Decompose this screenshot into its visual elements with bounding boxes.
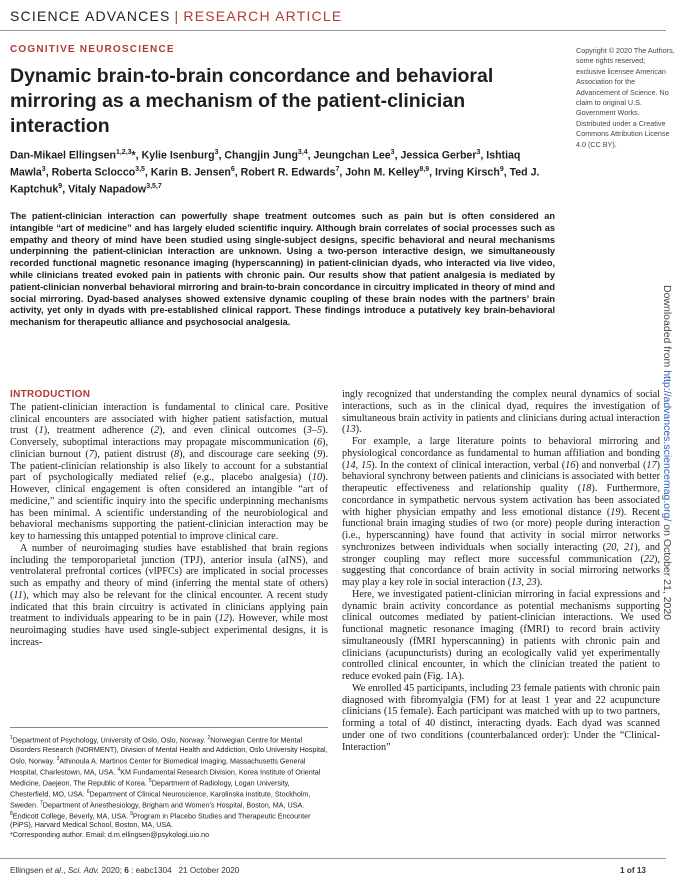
body-paragraph: For example, a large literature points to behavioral mirroring and physiological concordance as fundamental to human affiliation and bonding (14, 15). In the context of clinical interaction, verbal (16) and nonverbal (17) behavioral synchrony between patients and clinicians is associated with better therapeutic effectiveness and relationship quality (18). Furthermore, concordance in sympathetic nervous system activation has been associated with higher physician empathy and less emotional distance (19). Recent functional brain imaging studies of two (or more) people during interaction (i.e., hyperscanning) have found that activity in social mirror networks synchronizes between individuals when socially interacting (20, 21), and stronger coupling may reflect more successful communication (22), suggesting that concordance of brain activity in social mirroring networks may play a key role in social interaction (13, 23). — [342, 436, 661, 588]
download-note-suffix: on October 21, 2020 — [661, 521, 673, 621]
download-note — [661, 285, 673, 685]
body-paragraph: Here, we investigated patient-clinician mirroring in facial expressions and dynamic brain activity concordance as potential mechanisms supporting clinical outcomes mediated by patient-clinician interactions. We used functional magnetic resonance imaging (fMRI) to record brain activity simultaneously (fMRI hyperscanning) in patients with chronic pain and clinicians (acupuncturists) during an ecologically valid yet experimentally controlled clinical encounter, in which the clinician treated the patient to reduce evoked pain (Fig. 1A). — [342, 588, 660, 682]
body-paragraph: A number of neuroimaging studies have established that brain regions including the temporoparietal junction (TPJ), anterior insula (aINS), and ventrolateral prefrontal cortices (vlPFCs) are implicated in social processes such as empathy and theory of mind (inferring the mental state of others) (11), which may also be relevant for the clinical encounter. A recent study indicated that this brain circuitry is activated in clinicians applying pain treatment to individuals appearing to be in pain (12). However, while most neuroimaging studies have used single-subject experimental designs, it is increas- — [10, 542, 328, 648]
download-link[interactable]: http://advances.sciencemag.org/ — [661, 370, 673, 522]
body-paragraph: We enrolled 45 participants, including 23 female patients with chronic pain diagnosed with fibromyalgia (FM) for at least 1 year and 22 acupuncture clinicians (15 female). Each participant was matched with up to two partners, forming a total of 40 distinct, interacting dyads. Each dyad was scanned under one of two conditions (counterbalanced order): Under the “Clinical-Interaction” — [342, 682, 660, 753]
affiliations-divider — [10, 727, 328, 728]
author-list: Dan-Mikael Ellingsen$^{1,2,3}$*, Kylie Isenburg$^3$, Changjin Jung$^{3,4}$, Jeungchan Lee$^3$, Jessica Gerber$^3$, Ishtiaq Mawla$^3$, Roberta Sclocco$^{3,5}$, Karin B. Jensen$^6$, Robert R. Edwards$^7$, John M. Kelley$^{8,9}$, Irving Kirsch$^9$, Ted J. Kaptchuk$^9$, Vitaly Napadow$^{3,5,7}$ — [10, 149, 540, 196]
footer-divider — [0, 858, 666, 859]
page-number: 1 of 13 — [620, 866, 646, 875]
copyright-notice: Copyright © 2020 The Authors, some rights reserved; exclusive licensee American Association for the Advancement of Science. No claim to original U.S. Government Works. Distributed under a Creative Commons Attribution License 4.0 (CC BY). — [576, 46, 675, 149]
header-separator: | — [174, 8, 180, 24]
journal-header — [10, 8, 342, 24]
journal-name: SCIENCE ADVANCES — [10, 8, 171, 24]
article-title: Dynamic brain-to-brain concordance and behavioral mirroring as a mechanism of the patient-clinician interaction — [10, 65, 494, 137]
section-label: COGNITIVE NEUROSCIENCE — [10, 44, 175, 55]
footer-citation: Ellingsen et al., Sci. Adv. 2020; 6 : eabc1304 21 October 2020 — [10, 866, 240, 875]
section-heading-introduction: INTRODUCTION — [10, 389, 91, 400]
abstract: The patient-clinician interaction can powerfully shape treatment outcomes such as pain but is often considered an intangible “art of medicine” and has largely eluded scientific inquiry. Although brain correlates of social processes such as empathy and theory of mind have been studied using single-subject designs, specific behavioral and neural mechanisms underpinning the patient-clinician interaction are unknown. Using a two-person interactive design, we simultaneously recorded functional magnetic resonance imaging (hyperscanning) in patient-clinician dyads, who interacted via live video, while clinicians treated evoked pain in patients with chronic pain. Our results show that patient analgesia is mediated by patient-clinician nonverbal behavioral mirroring and brain-to-brain concordance in circuitry implicated in theory of mind and social mirroring. Dyad-based analyses showed extensive dynamic coupling of these brain nodes with the partners’ brain activity, yet only in dyads with pre-established clinical rapport. These findings introduce a putatively key brain-behavioral mechanism for therapeutic alliance and psychosocial analgesia. — [10, 211, 555, 328]
header-divider — [0, 30, 666, 31]
article-type: RESEARCH ARTICLE — [183, 8, 343, 24]
body-paragraph: The patient-clinician interaction is fundamental to clinical care. Positive clinical encounters are associated with higher patient satisfaction, mutual trust (1), treatment adherence (2), and even clinical outcomes (3–5). Conversely, suboptimal interactions may propagate miscommunication (6), clinician burnout (7), patient distrust (8), and discourage care seeking (9). The patient-clinician relationship is also likely to account for a substantial part of psychologically mediated relief (e.g., placebo analgesia) (10). However, clinical engagement is often considered an intangible “art of medicine,” and scientific inquiry into the specific underpinning mechanisms has been minimal. A scientific understanding of the neurobiological and behavioral mechanisms supporting the patient-clinician interaction may be key to harnessing this untapped potential to improve clinical care. — [10, 401, 328, 542]
body-paragraph: ingly recognized that understanding the complex neural dynamics of social interactions, such as in the clinical dyad, requires the investigation of simultaneous brain activity in patients and clinicians during actual interaction (13). — [342, 389, 660, 436]
affiliations: $^1$Department of Psychology, University of Oslo, Oslo, Norway. $^2$Norwegian Centre for Mental Disorders Research (NORMENT), Division of Mental Health and Addiction, Oslo University Hospital, Oslo, Norway. $^3$Athinoula A. Martinos Center for Biomedical Imaging, Massachusetts General Hospital, Charlestown, MA, USA. $^4$KM Fundamental Research Division, Korea Institute of Oriental Medicine, Daejeon, The Republic of Korea. $^5$Department of Radiology, Logan University, Chesterfield, MO, USA. $^6$Department of Clinical Neuroscience, Karolinska Institute, Stockholm, Sweden. $^7$Department of Anesthesiology, Brigham and Women's Hospital, Boston, MA, USA. $^8$Endicott College, Beverly, MA, USA. $^9$Program in Placebo Studies and Therapeutic Encounter (PiPS), Harvard Medical School, Boston, MA, USA. *Corresponding author. Email: d.m.ellingsen@psykologi.uio.no — [10, 735, 328, 840]
download-note-prefix: Downloaded from — [661, 285, 673, 371]
body-column-right — [342, 389, 660, 753]
body-column-left — [10, 389, 328, 649]
